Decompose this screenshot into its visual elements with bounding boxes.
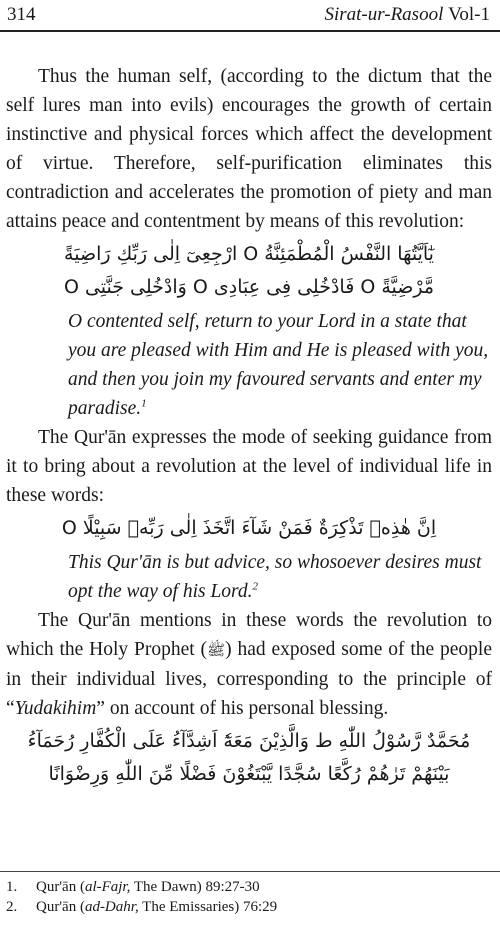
- translation-1: [6, 307, 492, 423]
- paragraph-3-part-3: ” on account of his personal blessing.: [96, 698, 389, 719]
- footnotes: [6, 877, 492, 917]
- arabic-verse-2-line-1: اِنَّ هٰذِهٖ تَذْكِرَةٌ فَمَنْ شَآءَ اتَّخَذَ اِلٰى رَبِّهٖ سَبِيْلًا O: [61, 517, 437, 539]
- arabic-verse-3-line-1: مُحَمَّدٌ رَّسُوْلُ اللّٰهِ ط وَالَّذِيْنَ مَعَهٗٓ اَشِدَّآءُ عَلَى الْكُفَّارِ رُحَمَآءُ: [27, 730, 471, 752]
- footnote-1-source: al-Fajr,: [84, 879, 131, 895]
- paragraph-2: The Qur'ān expresses the mode of seeking guidance from it to bring about a revolution at the level of individual life in these words:: [6, 427, 492, 506]
- paragraph-3-part-2: ) had exposed some of the people in their individual lives, corresponding to the principle of “: [6, 639, 492, 719]
- paragraph-3-part-1: The Qur'ān mentions in these words the revolution to which the Holy Prophet (: [6, 610, 492, 660]
- footnote-1: [6, 877, 492, 897]
- footnote-2: [6, 897, 492, 917]
- translation-2: [6, 548, 492, 606]
- arabic-verse-1-line-2: مَّرْضِيَّةً O فَادْخُلِی فِی عِبَادِی O وَادْخُلِی جَنَّتِی O: [63, 276, 435, 298]
- footnote-1-text: [36, 877, 260, 897]
- footnote-2-post: The Emissaries) 76:29: [138, 899, 278, 915]
- arabic-verse-1-line-1: يٰٓاَيَّتُهَا النَّفْسُ الْمُطْمَئِنَّةُ O ارْجِعِیٓ اِلٰى رَبِّكِ رَاضِيَةً: [64, 243, 434, 265]
- paragraph-3: [6, 606, 492, 723]
- header-rule: [0, 30, 500, 32]
- footnote-1-pre: Qur'ān (: [36, 879, 85, 895]
- arabic-verse-3-line-2: بَيْنَهُمْ تَرٰهُمْ رُكَّعًا سُجَّدًا يَّبْتَغُوْنَ فَضْلًا مِّنَ اللّٰهِ وَرِضْوَانًا: [48, 763, 450, 785]
- honorific-glyph: ﷺ: [207, 641, 226, 659]
- footnote-ref-1[interactable]: 1: [141, 397, 147, 410]
- running-title: [324, 4, 490, 26]
- arabic-verse-2: [6, 512, 492, 545]
- footnote-2-text: [36, 897, 277, 917]
- footnote-2-number: 2.: [6, 899, 18, 915]
- book-title: Sirat-ur-Rasool: [324, 4, 444, 25]
- volume-label: Vol-1: [448, 4, 490, 25]
- footnote-rule: [0, 871, 500, 872]
- arabic-verse-3: [6, 725, 492, 791]
- italic-term: Yudakihim: [14, 698, 97, 719]
- paragraph-1: Thus the human self, (according to the dictum that the self lures man into evils) encourages the growth of certain instinctive and physical forces which affect the development of virtue. Therefore, self-purification eliminates this contradiction and accelerates the promotion of piety and man attains peace and contentment by means of this revolution:: [6, 66, 492, 232]
- page-header: [0, 0, 500, 32]
- page-number: 314: [7, 4, 36, 25]
- footnote-1-number: 1.: [6, 879, 18, 895]
- footnote-2-pre: Qur'ān (: [36, 899, 85, 915]
- footnote-2-source: ad-Dahr,: [84, 899, 139, 915]
- translation-2-text: This Qur'ān is but advice, so whosoever desires must opt the way of his Lord.: [68, 552, 482, 602]
- page-body: [6, 62, 492, 794]
- translation-1-text: O contented self, return to your Lord in a state that you are pleased with Him and He is pleased with you, and then you join my favoured servants and enter my paradise.: [68, 311, 489, 419]
- footnote-1-post: The Dawn) 89:27-30: [130, 879, 260, 895]
- arabic-verse-1: [6, 238, 492, 304]
- footnote-ref-2[interactable]: 2: [252, 580, 259, 593]
